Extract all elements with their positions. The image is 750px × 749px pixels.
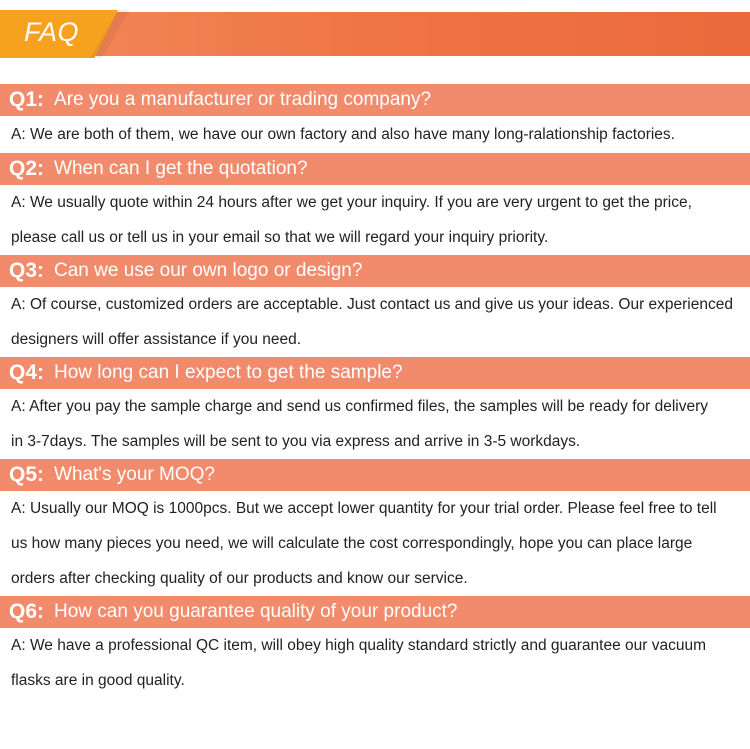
question-bar [0, 84, 750, 116]
answer [0, 185, 750, 255]
answer-line: us how many pieces you need, we will calculate the cost correspondingly, hope you can place large [11, 535, 693, 552]
answer-line: A: Usually our MOQ is 1000pcs. But we accept lower quantity for your trial order. Please feel free to tell [11, 500, 717, 517]
faq-item-5 [0, 459, 750, 596]
answer [0, 628, 750, 698]
answer-line: flasks are in good quality. [11, 672, 185, 689]
faq-item-1 [0, 84, 750, 153]
question-text: What's your MOQ? [54, 464, 215, 485]
page-title: FAQ [24, 17, 79, 47]
faq-header [0, 12, 750, 56]
question-bar [0, 153, 750, 185]
question-text: When can I get the quotation? [54, 158, 308, 179]
question-text: Can we use our own logo or design? [54, 260, 363, 281]
question-text: Are you a manufacturer or trading company? [54, 89, 432, 110]
answer-line: A: We have a professional QC item, will obey high quality standard strictly and guarantee our vacuum [11, 637, 706, 654]
question-number: Q2: [9, 157, 45, 180]
question-bar [0, 596, 750, 628]
faq-item-2 [0, 153, 750, 255]
faq-list [0, 84, 750, 698]
faq-item-3 [0, 255, 750, 357]
faq-item-4 [0, 357, 750, 459]
answer-line: orders after checking quality of our products and know our service. [11, 570, 468, 587]
question-number: Q4: [9, 361, 45, 384]
faq-item-6 [0, 596, 750, 698]
answer [0, 116, 750, 153]
answer-line: A: After you pay the sample charge and send us confirmed files, the samples will be ready for delivery [11, 398, 708, 415]
question-number: Q5: [9, 463, 45, 486]
answer [0, 491, 750, 596]
question-number: Q6: [9, 600, 45, 623]
question-bar [0, 459, 750, 491]
question-text: How can you guarantee quality of your product? [54, 601, 458, 622]
question-number: Q1: [9, 88, 45, 111]
answer-line: please call us or tell us in your email so that we will regard your inquiry priority. [11, 229, 549, 246]
question-text: How long can I expect to get the sample? [54, 362, 403, 383]
question-bar [0, 357, 750, 389]
answer-line: A: We are both of them, we have our own factory and also have many long-ralationship factories. [11, 126, 675, 143]
question-bar [0, 255, 750, 287]
answer-line: A: We usually quote within 24 hours after we get your inquiry. If you are very urgent to get the price, [11, 194, 692, 211]
question-number: Q3: [9, 259, 45, 282]
answer-line: in 3-7days. The samples will be sent to you via express and arrive in 3-5 workdays. [11, 433, 581, 450]
answer [0, 389, 750, 459]
answer-line: A: Of course, customized orders are acceptable. Just contact us and give us your ideas. Our experienced [11, 296, 733, 313]
answer [0, 287, 750, 357]
answer-line: designers will offer assistance if you need. [11, 331, 302, 348]
